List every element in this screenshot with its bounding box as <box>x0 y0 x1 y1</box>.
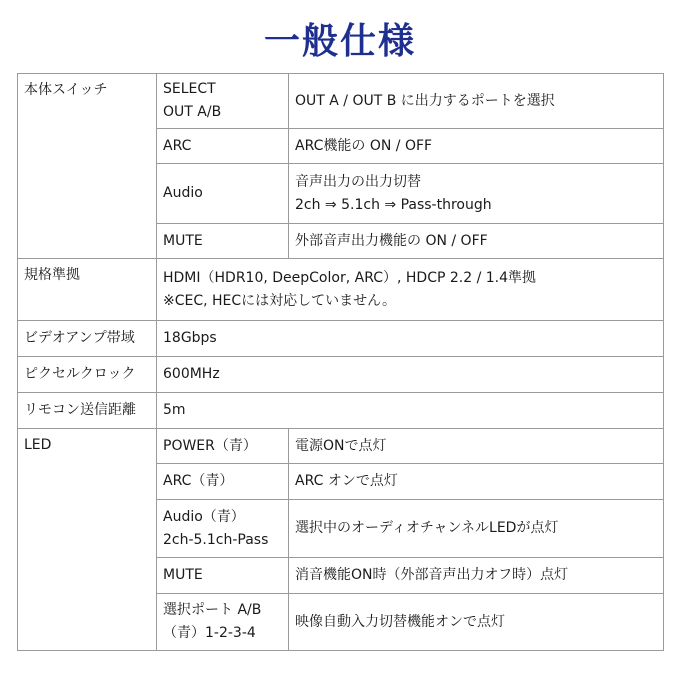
item-label: OUT A/B <box>163 104 222 120</box>
value-text: 音声出力の出力切替 <box>295 173 421 190</box>
category-cell <box>18 357 157 393</box>
value-text: OUT A / OUT B に出力するポートを選択 <box>295 92 555 109</box>
category-cell <box>18 321 157 357</box>
value-text: 外部音声出力機能の ON / OFF <box>295 232 488 249</box>
item-cell <box>157 594 289 651</box>
value-cell <box>157 393 664 429</box>
item-label: SELECT <box>163 81 216 97</box>
value-text: 600MHz <box>163 366 220 382</box>
value-text: 選択中のオーディオチャンネルLEDが点灯 <box>295 520 559 536</box>
category-label: ビデオアンプ帯域 <box>24 330 135 346</box>
value-cell <box>289 594 664 651</box>
item-label: ARC <box>163 137 192 154</box>
item-label: 2ch-5.1ch-Pass <box>163 531 269 548</box>
value-text: 5m <box>163 402 186 418</box>
item-cell <box>157 429 289 464</box>
category-label: LED <box>24 437 52 453</box>
item-cell <box>157 464 289 500</box>
value-text: 2ch ⇒ 5.1ch ⇒ Pass-through <box>295 196 492 213</box>
category-cell <box>18 393 157 429</box>
spec-table <box>17 73 664 651</box>
item-cell <box>157 129 289 164</box>
item-cell <box>157 500 289 558</box>
item-label: （青）1-2-3-4 <box>163 625 256 641</box>
value-cell <box>289 429 664 464</box>
item-label: POWER（青） <box>163 437 257 454</box>
item-label: Audio（青） <box>163 508 245 525</box>
table-row <box>18 393 664 429</box>
value-cell <box>289 558 664 594</box>
page-title: 一般仕様 <box>263 21 416 62</box>
category-cell <box>18 429 157 651</box>
value-text: ARC オンで点灯 <box>295 473 398 489</box>
category-label: リモコン送信距離 <box>24 402 136 418</box>
value-cell <box>289 129 664 164</box>
value-text: 映像自動入力切替機能オンで点灯 <box>295 613 505 630</box>
value-cell <box>157 357 664 393</box>
value-text: 消音機能ON時（外部音声出力オフ時）点灯 <box>295 567 569 583</box>
category-label: 規格準拠 <box>24 267 80 283</box>
item-label: ARC（青） <box>163 473 234 489</box>
value-cell <box>157 259 664 321</box>
category-cell <box>18 259 157 321</box>
category-label: 本体スイッチ <box>24 82 108 98</box>
item-cell <box>157 164 289 224</box>
value-cell <box>157 321 664 357</box>
item-cell <box>157 224 289 259</box>
item-cell <box>157 74 289 129</box>
value-cell <box>289 164 664 224</box>
value-text: ARC機能の ON / OFF <box>295 137 433 154</box>
table-row <box>18 357 664 393</box>
item-label: 選択ポート A/B <box>163 602 262 618</box>
value-cell <box>289 74 664 129</box>
item-cell <box>157 558 289 594</box>
item-label: MUTE <box>163 567 203 583</box>
category-cell <box>18 74 157 259</box>
value-text: 18Gbps <box>163 330 217 346</box>
value-text: ※CEC, HECには対応していません。 <box>163 292 397 309</box>
table-row <box>18 321 664 357</box>
table-row <box>18 74 664 129</box>
table-row <box>18 259 664 321</box>
value-cell <box>289 500 664 558</box>
item-label: Audio <box>163 185 203 201</box>
value-text: HDMI（HDR10, DeepColor, ARC）, HDCP 2.2 / 1.4準拠 <box>163 269 537 286</box>
table-row <box>18 429 664 464</box>
value-cell <box>289 464 664 500</box>
value-text: 電源ONで点灯 <box>295 437 387 454</box>
value-cell <box>289 224 664 259</box>
item-label: MUTE <box>163 232 203 249</box>
category-label: ピクセルクロック <box>24 366 136 382</box>
